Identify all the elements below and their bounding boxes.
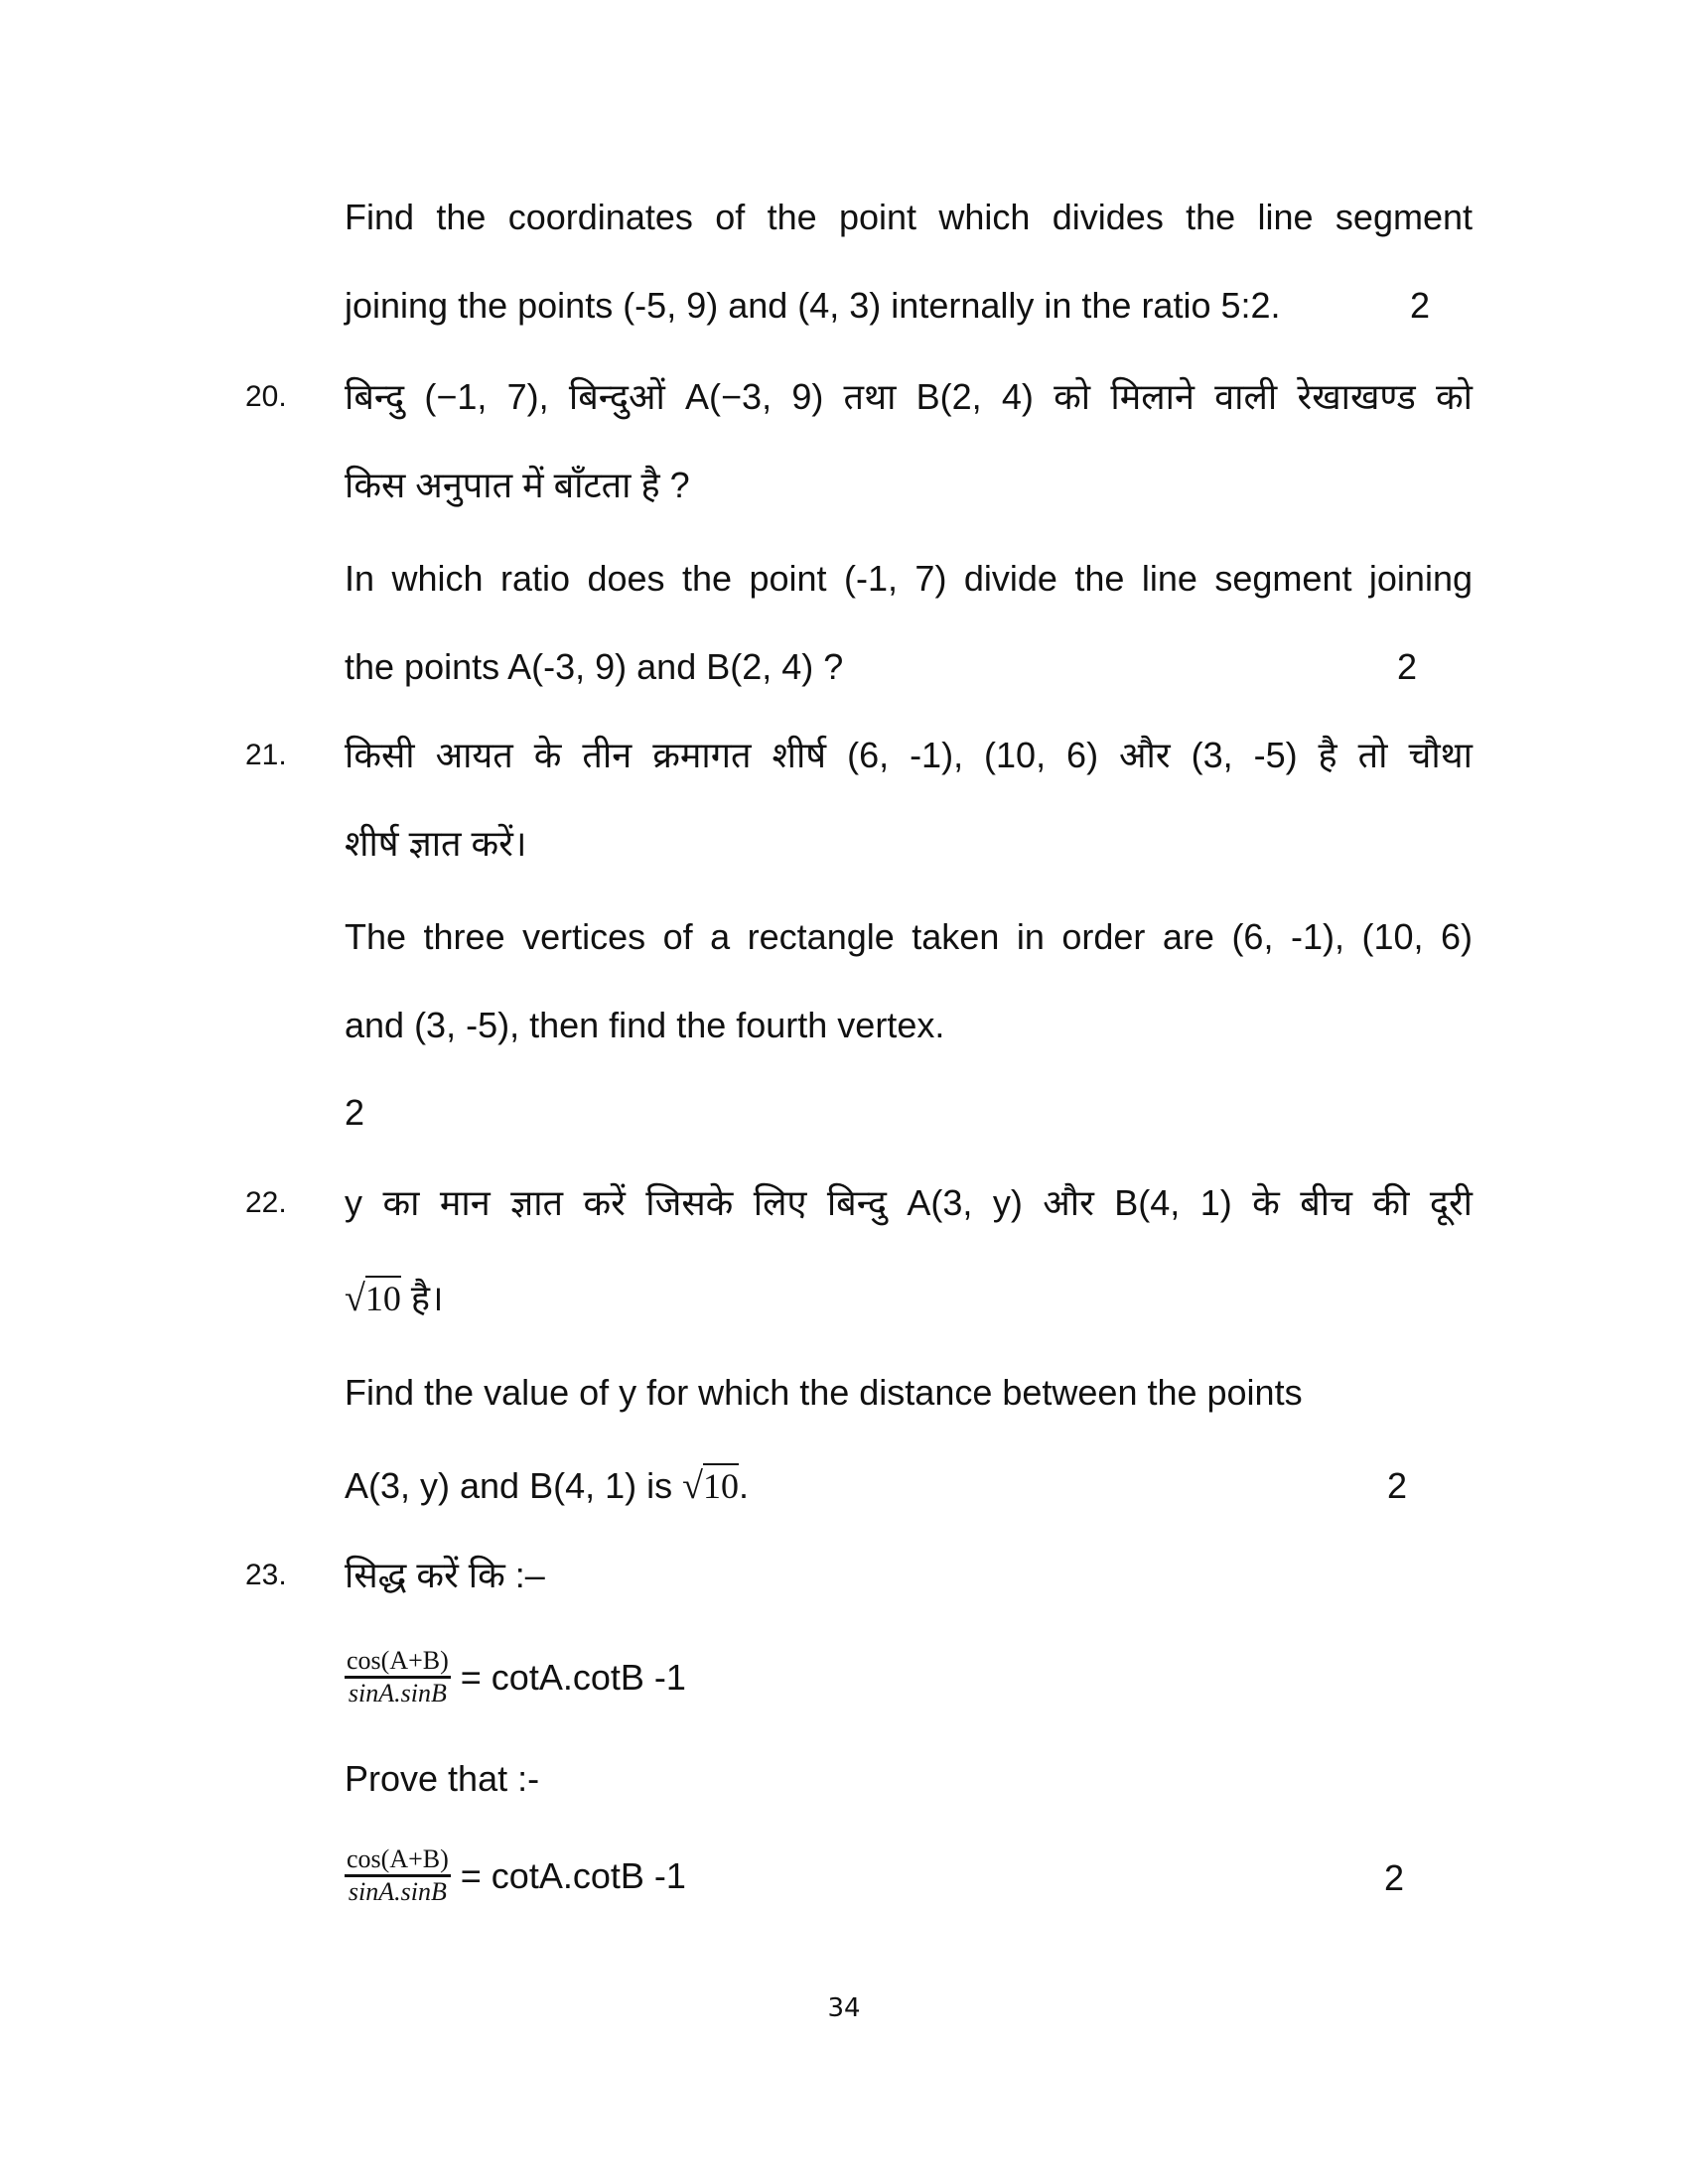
fraction: $\frac{\cos(A+B)}{\sin A.\sin B}$ (347, 1646, 449, 1707)
equation: $\frac{\cos(A+B)}{\sin A.\sin B}$ = cotA.cotB -1 (347, 1646, 686, 1707)
question-text-hindi: सिद्ध करें कि :– (345, 1555, 545, 1595)
question-text-hindi: √10 है। (345, 1278, 444, 1319)
question-number: 22. (245, 1186, 287, 1219)
question-text: In which ratio does the point (-1, 7) divide the line segment joining (345, 558, 1473, 599)
marks: 2 (1384, 1857, 1405, 1898)
question-text: The three vertices of a rectangle taken in order are (6, -1), (10, 6) (345, 916, 1473, 957)
marks: 2 (345, 1092, 365, 1133)
marks: 2 (1387, 1465, 1408, 1506)
question-text: Find the value of y for which the distance between the points (345, 1372, 1303, 1413)
question-text: A(3, y) and B(4, 1) is √10. (345, 1465, 749, 1507)
question-number: 21. (245, 739, 287, 771)
fraction: $\frac{\cos(A+B)}{\sin A.\sin B}$ (347, 1844, 449, 1906)
question-text: joining the points (-5, 9) and (4, 3) internally in the ratio 5:2. (345, 285, 1281, 326)
question-text-hindi: y का मान ज्ञात करें जिसके लिए बिन्दु A(3, y) और B(4, 1) के बीच की दूरी (345, 1182, 1473, 1223)
marks: 2 (1397, 646, 1418, 687)
question-text-hindi: बिन्दु (−1, 7), बिन्दुओं A(−3, 9) तथा B(2, 4) को मिलाने वाली रेखाखण्ड को (345, 376, 1473, 417)
question-text: the points A(-3, 9) and B(2, 4) ? (345, 646, 844, 687)
question-text-hindi: किसी आयत के तीन क्रमागत शीर्ष (6, -1), (10, 6) और (3, -5) है तो चौथा (345, 735, 1473, 775)
page-number: 34 (827, 1993, 861, 2023)
question-text-hindi: किस अनुपात में बाँटता है ? (345, 465, 690, 505)
question-number: 20. (245, 380, 287, 413)
square-root: √10 (345, 1278, 401, 1319)
question-text: Prove that :- (345, 1758, 540, 1799)
square-root: √10 (682, 1465, 739, 1507)
question-text-hindi: शीर्ष ज्ञात करें। (345, 823, 527, 864)
question-text: and (3, -5), then find the fourth vertex. (345, 1005, 945, 1045)
equation: $\frac{\cos(A+B)}{\sin A.\sin B}$ = cotA.cotB -1 (347, 1844, 686, 1906)
question-number: 23. (245, 1559, 287, 1591)
marks: 2 (1410, 285, 1431, 326)
question-text: Find the coordinates of the point which divides the line segment (345, 197, 1473, 237)
